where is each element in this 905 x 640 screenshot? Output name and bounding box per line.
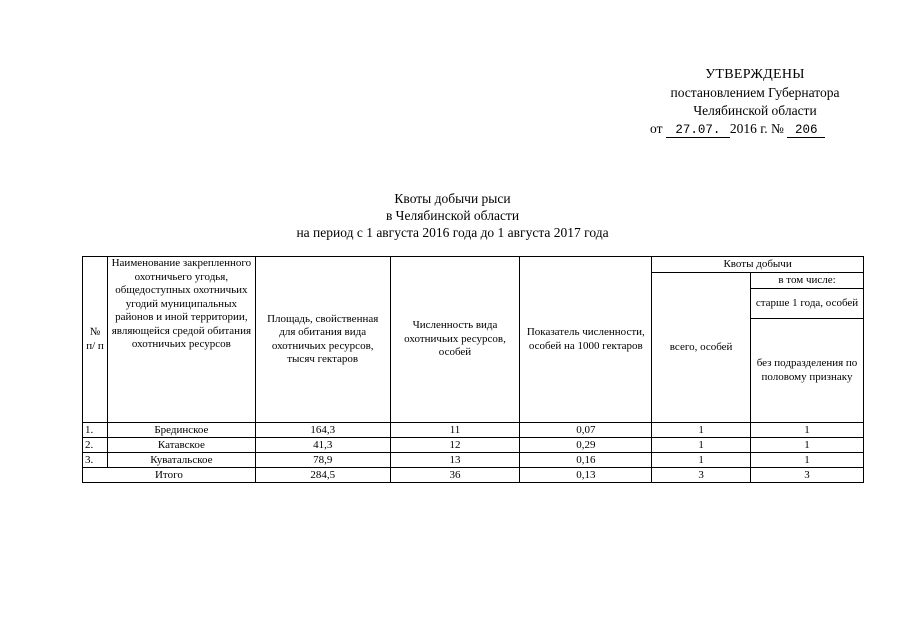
row-total: 1	[652, 438, 751, 453]
total-nogender: 3	[751, 468, 864, 483]
row-num: 2.	[83, 438, 108, 453]
document-number: 206	[787, 123, 825, 138]
header-quota-group: Квоты добычи	[652, 257, 864, 273]
quota-table	[82, 256, 864, 483]
total-count: 36	[390, 468, 520, 483]
row-total: 1	[652, 423, 751, 438]
total-label: Итого	[83, 468, 256, 483]
row-count: 11	[390, 423, 520, 438]
total-row	[83, 468, 864, 483]
approval-date-line	[650, 120, 860, 138]
header-older: старше 1 года, особей	[751, 289, 864, 319]
header-area: Площадь, свойственная для обитания вида охотничьих ресурсов, тысяч гектаров	[255, 257, 390, 423]
row-density: 0,07	[520, 423, 652, 438]
row-area: 78,9	[255, 453, 390, 468]
row-num: 3.	[83, 453, 108, 468]
header-num: № п/ п	[83, 257, 108, 423]
table-row	[83, 453, 864, 468]
date-suffix: 2016 г. №	[729, 121, 784, 136]
row-name: Куватальское	[107, 453, 255, 468]
total-area: 284,5	[255, 468, 390, 483]
date-prefix: от	[650, 121, 663, 136]
header-name: Наименование закрепленного охотничьего угодья, общедоступных охотничьих угодий муниципальных районов и иной территории, являющейся средой обитания охотничьих ресурсов	[107, 257, 255, 423]
approval-block	[650, 66, 860, 138]
approval-line-2: Челябинской области	[693, 103, 817, 118]
row-name: Брединское	[107, 423, 255, 438]
title-line-3: на период с 1 августа 2016 года до 1 августа 2017 года	[296, 225, 609, 240]
row-area: 164,3	[255, 423, 390, 438]
document-title	[0, 190, 905, 241]
table-row	[83, 438, 864, 453]
row-area: 41,3	[255, 438, 390, 453]
row-total: 1	[652, 453, 751, 468]
row-count: 12	[390, 438, 520, 453]
table-row	[83, 423, 864, 438]
title-line-1: Квоты добычи рыси	[394, 191, 511, 206]
row-count: 13	[390, 453, 520, 468]
row-nogender: 1	[751, 438, 864, 453]
header-total: всего, особей	[652, 273, 751, 423]
header-count: Численность вида охотничьих ресурсов, особей	[390, 257, 520, 423]
header-including: в том числе:	[751, 273, 864, 289]
row-name: Катавское	[107, 438, 255, 453]
approval-heading: УТВЕРЖДЕНЫ	[705, 67, 805, 82]
row-density: 0,16	[520, 453, 652, 468]
date-value: 27.07.	[666, 123, 730, 138]
header-density: Показатель численности, особей на 1000 гектаров	[520, 257, 652, 423]
row-nogender: 1	[751, 423, 864, 438]
row-nogender: 1	[751, 453, 864, 468]
title-line-2: в Челябинской области	[385, 208, 520, 223]
total-density: 0,13	[520, 468, 652, 483]
header-no-gender: без подразделения по половому признаку	[751, 319, 864, 423]
approval-line-1: постановлением Губернатора	[670, 85, 840, 100]
row-num: 1.	[83, 423, 108, 438]
row-density: 0,29	[520, 438, 652, 453]
total-total: 3	[652, 468, 751, 483]
